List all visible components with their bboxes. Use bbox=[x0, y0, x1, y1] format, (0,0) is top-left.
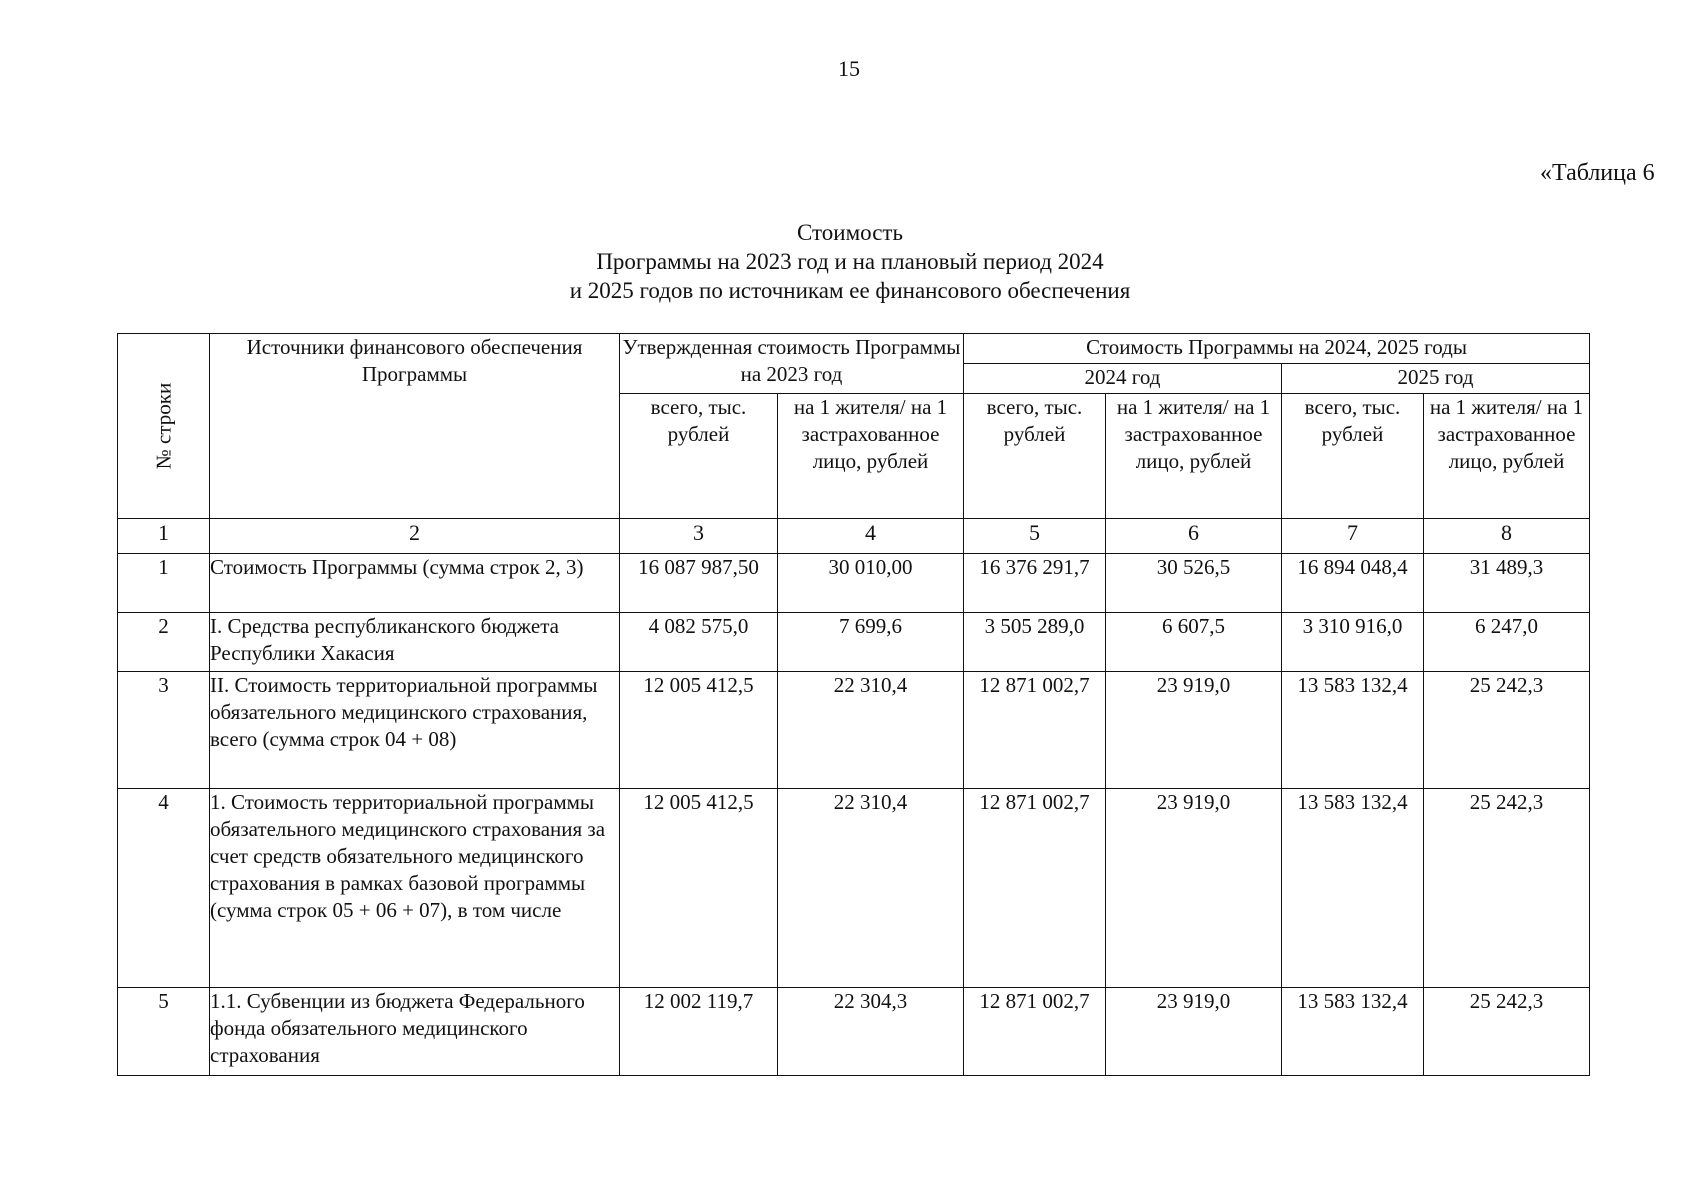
column-number-row bbox=[118, 519, 1590, 554]
value-2023-per-capita: 22 310,4 bbox=[778, 789, 964, 988]
value-2024-total: 12 871 002,7 bbox=[964, 789, 1106, 988]
value-2025-total: 13 583 132,4 bbox=[1282, 988, 1424, 1076]
header-2024-total: всего, тыс. рублей bbox=[964, 394, 1106, 519]
value-2025-per-capita: 25 242,3 bbox=[1424, 789, 1590, 988]
value-2024-per-capita: 23 919,0 bbox=[1106, 988, 1282, 1076]
table-row bbox=[118, 613, 1590, 672]
row-source: I. Средства республиканского бюджета Республики Хакасия bbox=[210, 613, 620, 672]
header-year-2025: 2025 год bbox=[1282, 364, 1590, 394]
document-title bbox=[400, 218, 1300, 305]
value-2023-per-capita: 7 699,6 bbox=[778, 613, 964, 672]
column-number: 2 bbox=[210, 519, 620, 554]
cost-table bbox=[117, 333, 1590, 1076]
value-2025-total: 16 894 048,4 bbox=[1282, 554, 1424, 613]
header-row-number bbox=[118, 334, 210, 519]
row-number: 5 bbox=[118, 988, 210, 1076]
row-number: 4 bbox=[118, 789, 210, 988]
value-2024-per-capita: 23 919,0 bbox=[1106, 789, 1282, 988]
header-row-1 bbox=[118, 334, 1590, 364]
value-2025-total: 13 583 132,4 bbox=[1282, 789, 1424, 988]
value-2024-total: 12 871 002,7 bbox=[964, 988, 1106, 1076]
table-row bbox=[118, 554, 1590, 613]
value-2024-per-capita: 23 919,0 bbox=[1106, 672, 1282, 789]
value-2024-total: 16 376 291,7 bbox=[964, 554, 1106, 613]
value-2023-total: 12 005 412,5 bbox=[620, 789, 778, 988]
column-number: 6 bbox=[1106, 519, 1282, 554]
value-2023-total: 12 002 119,7 bbox=[620, 988, 778, 1076]
table-row bbox=[118, 789, 1590, 988]
row-source: Стоимость Программы (сумма строк 2, 3) bbox=[210, 554, 620, 613]
column-number: 1 bbox=[118, 519, 210, 554]
value-2023-per-capita: 22 304,3 bbox=[778, 988, 964, 1076]
column-number: 5 bbox=[964, 519, 1106, 554]
value-2025-total: 13 583 132,4 bbox=[1282, 672, 1424, 789]
page-number: 15 bbox=[838, 56, 860, 81]
title-line-2: Программы на 2023 год и на плановый период 2024 bbox=[596, 249, 1104, 274]
value-2023-total: 16 087 987,50 bbox=[620, 554, 778, 613]
value-2024-total: 12 871 002,7 bbox=[964, 672, 1106, 789]
row-number: 1 bbox=[118, 554, 210, 613]
header-2025-per-capita: на 1 жителя/ на 1 застрахованное лицо, рублей bbox=[1424, 394, 1590, 519]
row-source: 1. Стоимость территориальной программы обязательного медицинского страхования за счет средств обязательного медицинского страхования в рамках базовой программы (сумма строк 05 + 06 + 07), в том числе bbox=[210, 789, 620, 988]
value-2023-total: 12 005 412,5 bbox=[620, 672, 778, 789]
column-number: 4 bbox=[778, 519, 964, 554]
value-2023-per-capita: 22 310,4 bbox=[778, 672, 964, 789]
value-2024-per-capita: 30 526,5 bbox=[1106, 554, 1282, 613]
title-line-3: и 2025 годов по источникам ее финансового обеспечения bbox=[569, 278, 1131, 303]
row-number: 3 bbox=[118, 672, 210, 789]
column-number: 8 bbox=[1424, 519, 1590, 554]
header-2023-per-capita: на 1 жителя/ на 1 застрахованное лицо, рублей bbox=[778, 394, 964, 519]
table-row bbox=[118, 988, 1590, 1076]
header-approved-2023: Утвержденная стоимость Программы на 2023 год bbox=[620, 334, 964, 394]
header-2023-total: всего, тыс. рублей bbox=[620, 394, 778, 519]
row-number: 2 bbox=[118, 613, 210, 672]
header-source: Источники финансового обеспечения Программы bbox=[210, 334, 620, 519]
table-row bbox=[118, 672, 1590, 789]
value-2025-per-capita: 25 242,3 bbox=[1424, 672, 1590, 789]
title-line-1: Стоимость bbox=[797, 220, 903, 245]
table-label: «Таблица 6 bbox=[1540, 160, 1655, 186]
header-2025-total: всего, тыс. рублей bbox=[1282, 394, 1424, 519]
value-2025-total: 3 310 916,0 bbox=[1282, 613, 1424, 672]
header-row-number-label: № строки bbox=[151, 382, 175, 470]
column-number: 7 bbox=[1282, 519, 1424, 554]
value-2025-per-capita: 6 247,0 bbox=[1424, 613, 1590, 672]
header-year-2024: 2024 год bbox=[964, 364, 1282, 394]
header-2024-per-capita: на 1 жителя/ на 1 застрахованное лицо, рублей bbox=[1106, 394, 1282, 519]
value-2025-per-capita: 31 489,3 bbox=[1424, 554, 1590, 613]
row-source: II. Стоимость территориальной программы обязательного медицинского страхования, всего (сумма строк 04 + 08) bbox=[210, 672, 620, 789]
row-source: 1.1. Субвенции из бюджета Федерального фонда обязательного медицинского страхования bbox=[210, 988, 620, 1076]
value-2023-total: 4 082 575,0 bbox=[620, 613, 778, 672]
column-number: 3 bbox=[620, 519, 778, 554]
value-2024-total: 3 505 289,0 bbox=[964, 613, 1106, 672]
value-2023-per-capita: 30 010,00 bbox=[778, 554, 964, 613]
header-cost-2024-2025: Стоимость Программы на 2024, 2025 годы bbox=[964, 334, 1590, 364]
value-2025-per-capita: 25 242,3 bbox=[1424, 988, 1590, 1076]
value-2024-per-capita: 6 607,5 bbox=[1106, 613, 1282, 672]
